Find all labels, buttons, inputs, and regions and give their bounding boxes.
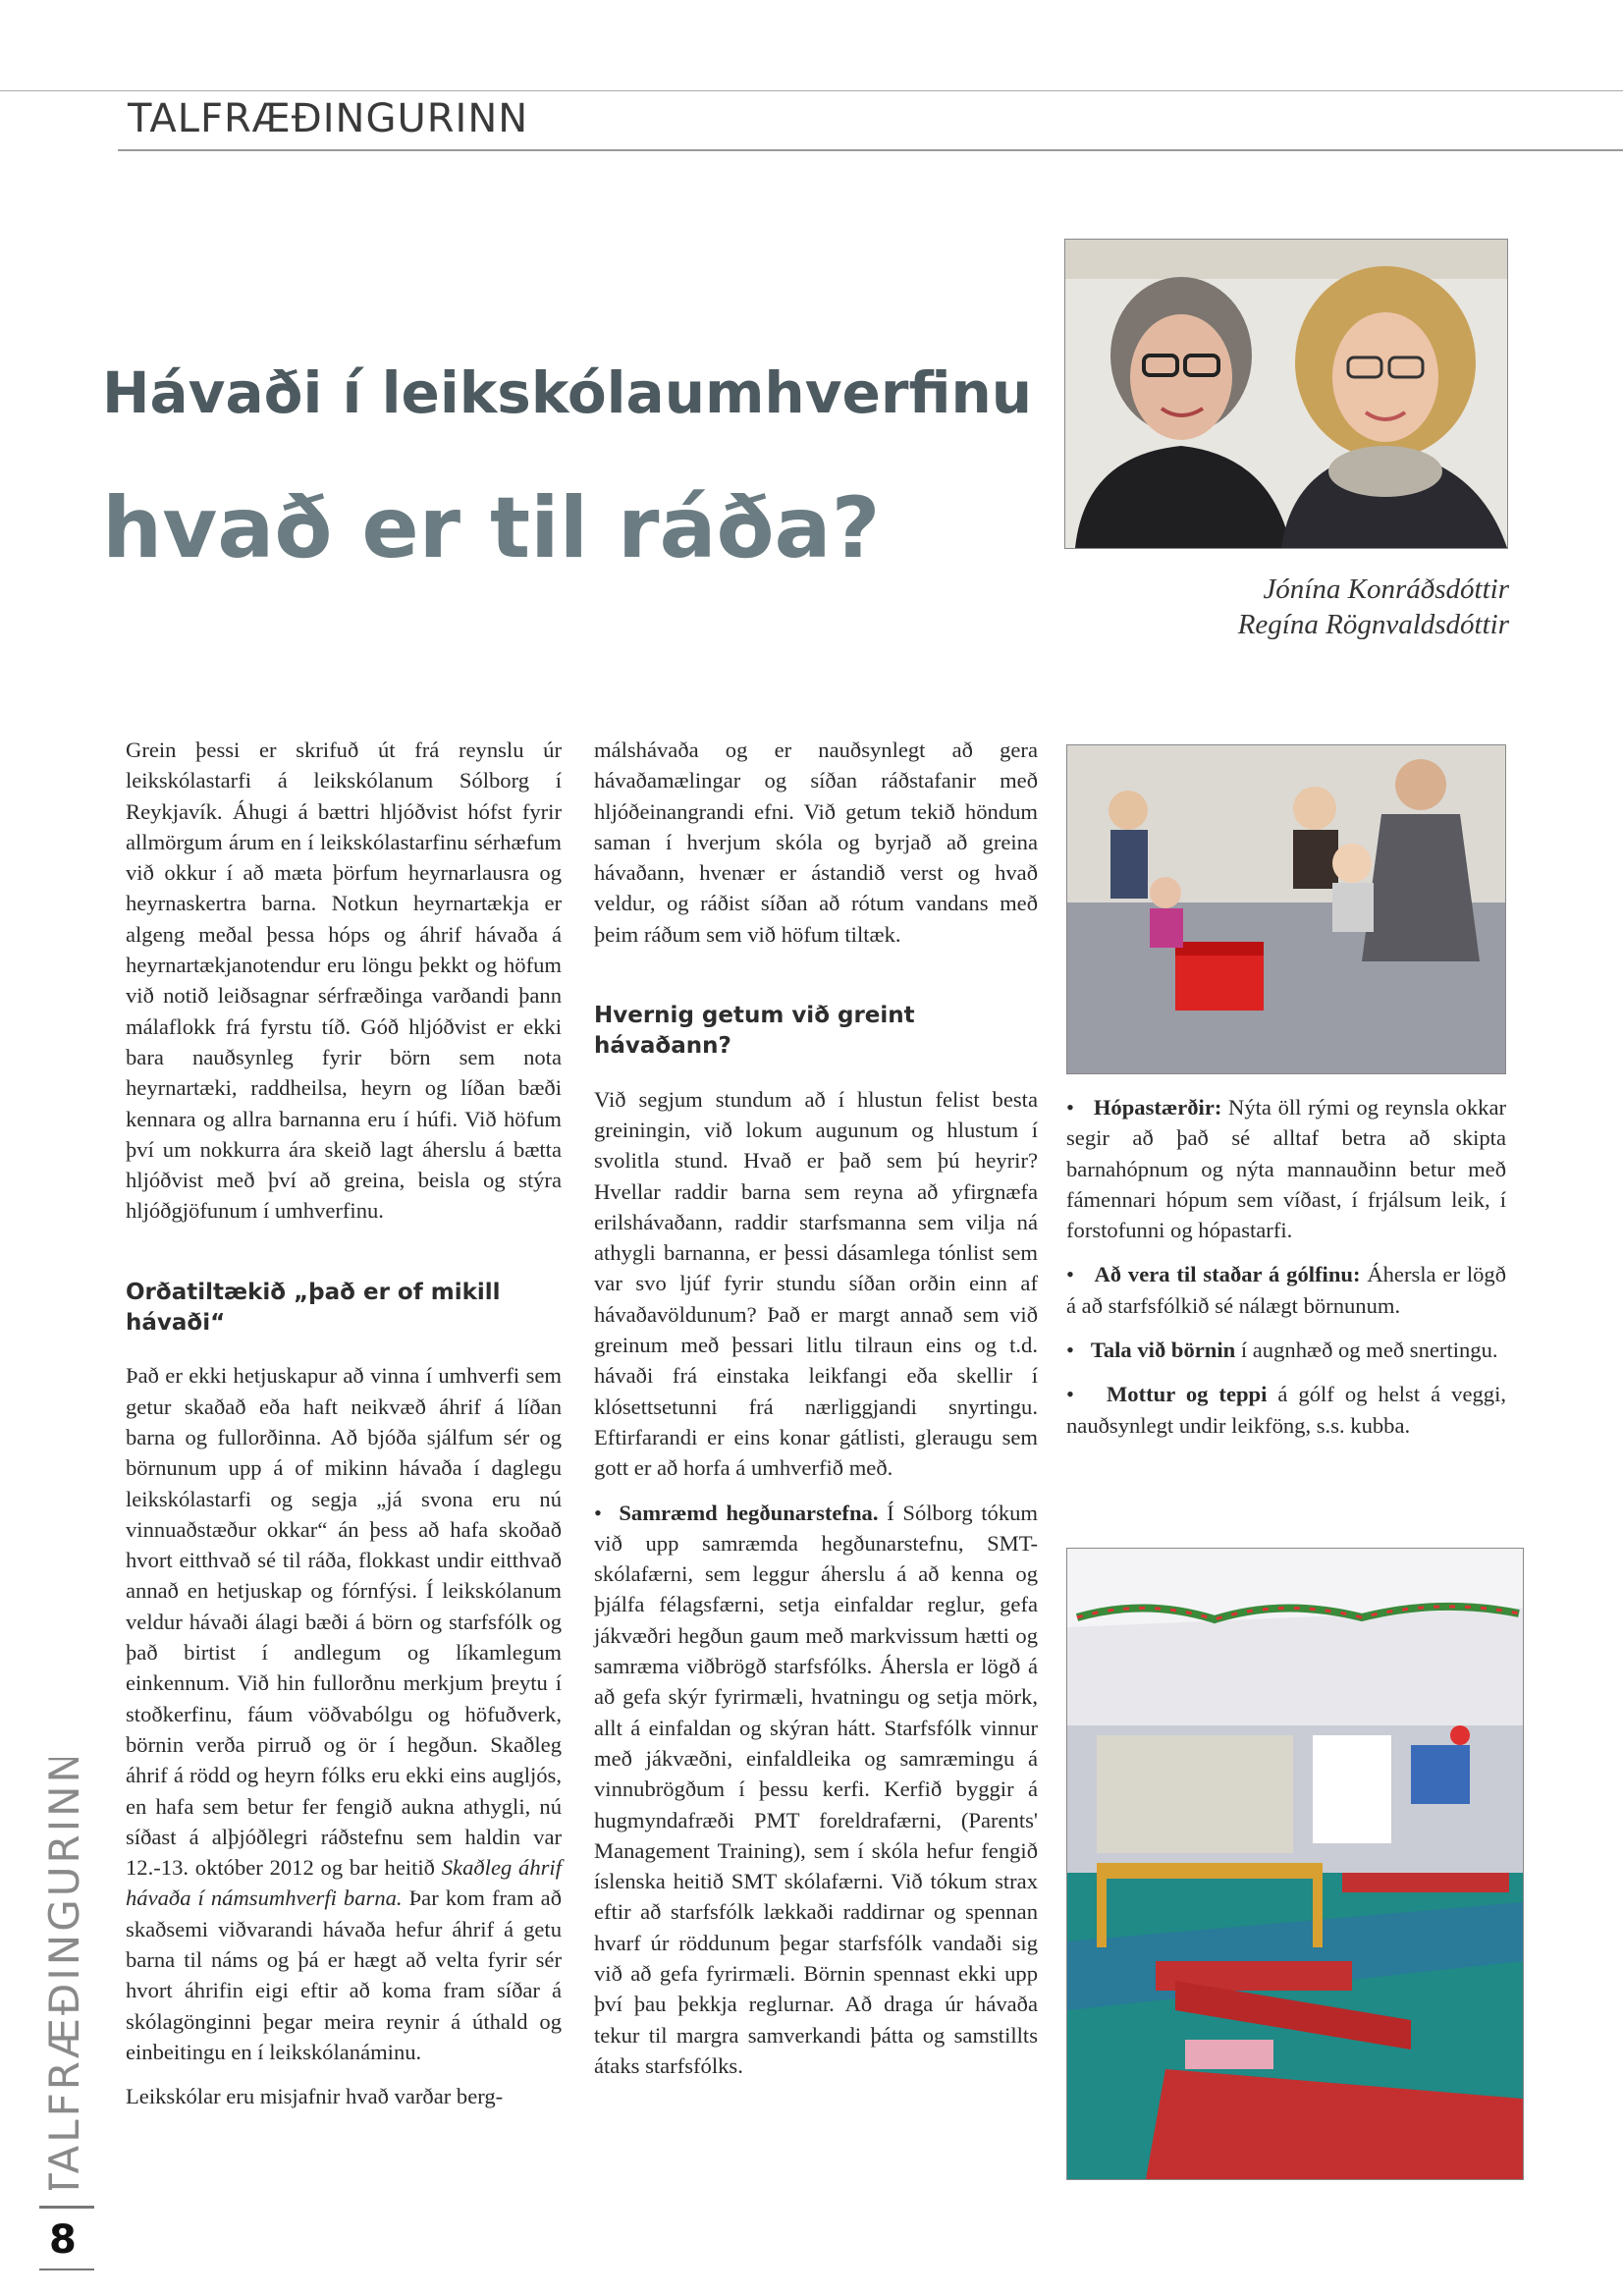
conference-title: Skaðleg áhrif hávaða í námsumhverfi barna.	[126, 1855, 562, 1911]
vertical-magazine-text: TALFRÆÐINGURINN	[40, 1758, 88, 2190]
list-item-label: Að vera til staðar á gólfinu:	[1094, 1262, 1361, 1287]
vertical-magazine-label-svg	[35, 1758, 94, 2190]
list-item: • Hópastærðir: Nýta öll rými og reynsla okkar segir að það sé alltaf betra að skipta barnahópnum og nýta mannauðinn betur með fámennari hópum sem víðast, í frjálsum leik, í forstofunni og hópastarfi.	[1066, 1095, 1506, 1243]
author-credits	[1238, 572, 1509, 642]
author-name: Jónína Konráðsdóttir	[1263, 574, 1509, 605]
header-rule-bottom	[118, 149, 1623, 151]
list-item-label: Samræmd hegðunarstefna.	[619, 1500, 879, 1525]
list-item-label: Mottur og teppi	[1106, 1382, 1268, 1407]
body-paragraph: Það er ekki hetjuskapur að vinna í umhverfi sem getur skaðað eða haft neikvæð áhrif á líðan barna og fullorðinna. Að bjóða sjálfum sér og börnunum upp á of mikinn hávaða í daglegu leikskólastarfi og segja „já svona eru nú vinnuaðstæður okkar“ án þess að hafa skoðað hvort eitthvað sé til ráða, flokkast undir eitthvað annað en hetjuskap og fórnfýsi. Í leikskólanum veldur hávaði álagi bæði á börn og starfsfólk og það birtist í andlegum og líkamlegum einkennum. Við hin fullorðnu merkjum þreytu í stoðkerfinu, fáum vöðvabólgu og höfuðverk, börnin verða pirruð og ör í hegðun. Skaðleg áhrif á rödd og heyrn fólks eru ekki eins augljós, en hafa sem betur fer fengið aukna athygli, nú síðast á alþjóðlegri ráðstefnu sem haldin var 12.-13. október 2012 og bar heitið Skaðleg áhrif hávaða í námsumhverfi barna. Þar kom fram að skaðsemi viðvarandi hávaða hefur áhrif á getu barna til náms og þá er hægt að velta fyrir sér hvort áhrifin eigi eftir að koma fram síðar á skólagönginni þegar meira reynir á úthald og einbeitingu en í leikskólanáminu.	[126, 1363, 562, 2064]
body-paragraph: málshávaða og er nauðsynlegt að gera hávaðamælingar og síðan ráðstafanir með hljóðeinangrandi efni. Við getum tekið höndum saman í hverjum skóla og byrjað að greina hávaðann, hvenær er ástandið verst og hvað veldur, og ráðist síðan að rótum vandans með þeim ráðum sem við höfum tiltæk.	[594, 738, 1038, 947]
body-paragraph: Við segjum stundum að í hlustun felist besta greiningin, við lokum augunum og hlustum í svolitla stund. Hvað er það sem þú heyrir? Hvellar raddir barna sem reyna að yfirgnæfa erilshávaðann, raddir starfsmanna sem vilja ná athygli barnanna, er þessi dásamlega tónlist sem var svo ljúf fyrir stundu síðan orðin einn af hávaðavöldunum? Það er margt annað sem við greinum með þessari litlu tilraun eins og t.d. hávaði frá einstaka leikfangi eða skellir í klósettsetunni frá nærliggjandi snyrtingu. Eftirfarandi er eins konar gátlisti, gleraugu sem gott er að horfa á umhverfið með.	[594, 1086, 1038, 1481]
article-column-2	[594, 735, 1038, 2081]
section-heading: Orðatiltækið „það er of mikill hávaði“	[126, 1279, 501, 1337]
authors-photo	[1064, 239, 1508, 549]
children-playing-illustration	[1067, 745, 1505, 1073]
playroom-photo	[1066, 1548, 1524, 2180]
authors-photo-illustration	[1065, 240, 1507, 548]
article-title: Hávaði í leikskólaumhverfinu	[102, 359, 1033, 426]
page-number-rule-bottom	[39, 2269, 94, 2270]
article-column-1	[126, 735, 562, 2111]
list-item: • Tala við börnin í augnhæð og með snertingu.	[1066, 1338, 1498, 1363]
author-name: Regína Rögnvaldsdóttir	[1237, 609, 1509, 640]
list-item: • Mottur og teppi á gólf og helst á veggi, nauðsynlegt undir leikföng, s.s. kubba.	[1066, 1382, 1507, 1438]
list-item: • Að vera til staðar á gólfinu: Áhersla er lögð á að starfsfólkið sé nálægt börnunum.	[1066, 1262, 1506, 1318]
article-subtitle: hvað er til ráða?	[102, 479, 881, 577]
article-column-3	[1066, 1092, 1506, 1441]
list-item: • Samræmd hegðunarstefna. Í Sólborg tókum við upp samræmda hegðunarstefnu, SMT-skólafærni, sem leggur áherslu á að kenna og þjálfa félagsfærni, setja einfaldar reglur, gefa jákvæðri hegðun gaum með markvissum hætti og samræma viðbrögð starfsfólks. Áhersla er lögð á að gefa skýr fyrirmæli, hvatningu og setja mörk, allt á einfaldan og skýran hátt. Starfsfólk vinnur með jákvæðni, einfaldleika og samræmingu á vinnubrögðum í þessu kerfi. Kerfið byggir á hugmyndafræði PMT foreldrafærni, (Parents' Management Training), sem í skóla hefur fengið íslenska heitið SMT skólafærni. Við tókum strax eftir að starfsfólk lækkaði raddirnar og spennan hvarf úr röddunum þegar starfsfólk vandaði sig við að gefa fyrirmæli. Börnin spennast ekki upp því þau þekkja reglurnar. Að draga úr hávaða tekur til margra samverkandi þátta og samstillts átaks starfsfólks.	[594, 1500, 1038, 2078]
intro-paragraph: Grein þessi er skrifuð út frá reynslu úr leikskólastarfi á leikskólanum Sólborg í Reykjavík. Áhugi á bættri hljóðvist hófst fyrir allmörgum árum en í leikskólastarfinu sérhæfum við okkur í að mæta þörfum heyrnarlausra og heyrnaskertra barna. Notkun heyrnartækja er algeng meðal þessa hóps og áhrif hávaða á heyrnartækjanotendur eru löngu þekkt og höfum við notið leiðsagnar sérfræðinga varðandi þann málaflokk frá fyrstu tíð. Góð hljóðvist er ekki bara nauðsynleg fyrir börn sem nota heyrnartæki, raddheilsa, heyrn og líðan bæði kennara og allra barnanna eru í húfi. Við höfum því um nokkurra ára skeið lagt áherslu á bætta hljóðvist með því að greina, beisla og stýra hljóðgjöfunum í umhverfinu.	[126, 738, 562, 1224]
body-paragraph: Leikskólar eru misjafnir hvað varðar berg-	[126, 2084, 504, 2109]
children-playing-photo	[1066, 744, 1506, 1074]
section-heading: Hvernig getum við greint hávaðann?	[594, 1003, 915, 1060]
header-rule-top	[0, 90, 1623, 91]
list-item-label: Hópastærðir:	[1093, 1095, 1222, 1120]
playroom-illustration	[1067, 1549, 1523, 2179]
vertical-magazine-label	[35, 1758, 94, 2190]
list-item-label: Tala við börnin	[1090, 1338, 1236, 1363]
page-number: 8	[49, 2217, 77, 2263]
page-number-rule	[39, 2206, 94, 2209]
magazine-header: TALFRÆÐINGURINN	[128, 96, 529, 141]
